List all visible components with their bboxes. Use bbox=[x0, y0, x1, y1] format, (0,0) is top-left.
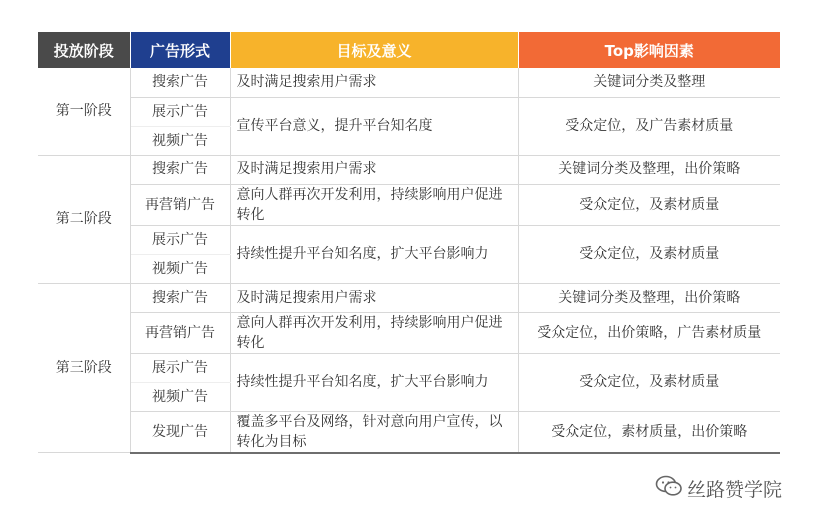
table-row bbox=[38, 68, 780, 97]
table-row bbox=[38, 411, 780, 453]
factor-cell: 受众定位，及广告素材质量 bbox=[518, 97, 780, 155]
factor-cell: 关键词分类及整理，出价策略 bbox=[518, 283, 780, 312]
ad-form-cell: 视频广告 bbox=[130, 382, 230, 411]
ad-form-cell: 搜索广告 bbox=[130, 283, 230, 312]
ad-form-cell: 展示广告 bbox=[130, 97, 230, 126]
header-top-factor: Top影响因素 bbox=[518, 32, 780, 68]
table-row bbox=[38, 225, 780, 254]
watermark bbox=[655, 475, 782, 502]
goal-cell: 及时满足搜索用户需求 bbox=[230, 283, 518, 312]
header-goal: 目标及意义 bbox=[230, 32, 518, 68]
stage-cell: 第三阶段 bbox=[38, 283, 130, 453]
wechat-icon bbox=[655, 475, 687, 502]
header-ad-form: 广告形式 bbox=[130, 32, 230, 68]
table-row bbox=[38, 155, 780, 184]
ad-form-cell: 视频广告 bbox=[130, 254, 230, 283]
goal-cell: 及时满足搜索用户需求 bbox=[230, 68, 518, 97]
table-row bbox=[38, 97, 780, 126]
ad-form-cell: 搜索广告 bbox=[130, 155, 230, 184]
goal-cell: 意向人群再次开发利用，持续影响用户促进转化 bbox=[230, 184, 518, 225]
table-row bbox=[38, 184, 780, 225]
goal-cell: 持续性提升平台知名度，扩大平台影响力 bbox=[230, 353, 518, 411]
header-stage: 投放阶段 bbox=[38, 32, 130, 68]
factor-cell: 受众定位，及素材质量 bbox=[518, 353, 780, 411]
goal-cell: 持续性提升平台知名度，扩大平台影响力 bbox=[230, 225, 518, 283]
table-row bbox=[38, 283, 780, 312]
ad-form-cell: 搜索广告 bbox=[130, 68, 230, 97]
ad-form-cell: 展示广告 bbox=[130, 353, 230, 382]
goal-cell: 覆盖多平台及网络，针对意向用户宣传，以转化为目标 bbox=[230, 411, 518, 453]
ad-form-cell: 再营销广告 bbox=[130, 312, 230, 353]
ad-form-cell: 展示广告 bbox=[130, 225, 230, 254]
stage-cell: 第一阶段 bbox=[38, 68, 130, 155]
factor-cell: 受众定位，出价策略，广告素材质量 bbox=[518, 312, 780, 353]
goal-cell: 宣传平台意义，提升平台知名度 bbox=[230, 97, 518, 155]
table-row bbox=[38, 312, 780, 353]
goal-cell: 及时满足搜索用户需求 bbox=[230, 155, 518, 184]
stage-cell: 第二阶段 bbox=[38, 155, 130, 283]
ad-form-cell: 视频广告 bbox=[130, 126, 230, 155]
ad-form-cell: 发现广告 bbox=[130, 411, 230, 453]
factor-cell: 关键词分类及整理 bbox=[518, 68, 780, 97]
factor-cell: 受众定位，及素材质量 bbox=[518, 184, 780, 225]
goal-cell: 意向人群再次开发利用，持续影响用户促进转化 bbox=[230, 312, 518, 353]
factor-cell: 受众定位，素材质量，出价策略 bbox=[518, 411, 780, 453]
watermark-text: 丝路赞学院 bbox=[687, 479, 783, 501]
ad-strategy-table bbox=[38, 32, 780, 454]
table-row bbox=[38, 353, 780, 382]
factor-cell: 关键词分类及整理，出价策略 bbox=[518, 155, 780, 184]
factor-cell: 受众定位，及素材质量 bbox=[518, 225, 780, 283]
table-header-row bbox=[38, 32, 780, 68]
ad-form-cell: 再营销广告 bbox=[130, 184, 230, 225]
